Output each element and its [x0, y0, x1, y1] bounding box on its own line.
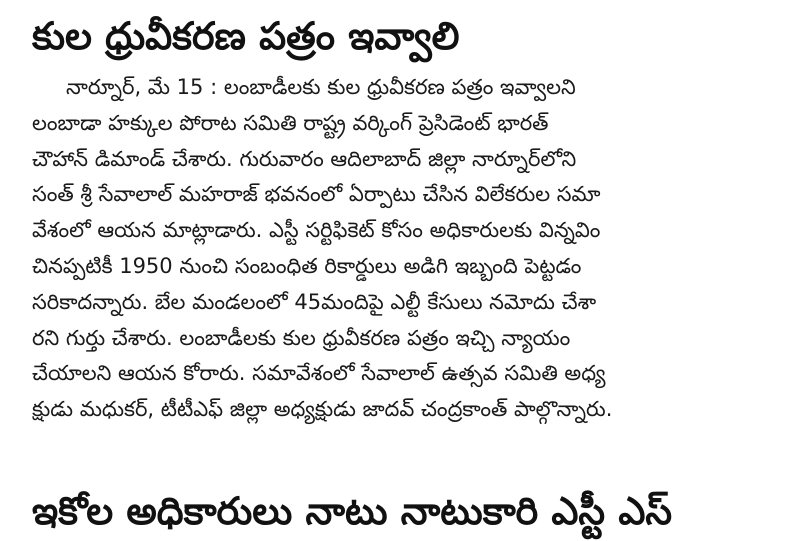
article-line: చౌహాన్ డిమాండ్ చేశారు. గురువారం ఆదిలాబాద్ జిల్లా నార్నూర్‌లోని: [32, 146, 577, 171]
article-line: రని గుర్తు చేశారు. లంబాడీలకు కుల ధ్రువీకరణ పత్రం ఇచ్చి న్యాయం: [32, 325, 571, 350]
article-line: లంబాడా హక్కుల పోరాట సమితి రాష్ట్ర వర్కింగ్ ప్రెసిడెంట్ భారత్: [32, 110, 549, 135]
next-article-headline-partial: ఇకోల అధికారులు నాటు నాటుకారి ఎస్టీ ఎస్: [32, 489, 673, 533]
article-headline: కుల ధ్రువీకరణ పత్రం ఇవ్వాలి: [32, 14, 460, 58]
article-line: క్షుడు మధుకర్, టీటీఎఫ్ జిల్లా అధ్యక్షుడు జాదవ్ చంద్రకాంత్ పాల్గొన్నారు.: [32, 397, 613, 422]
article-line: చేయాలని ఆయన కోరారు. సమావేశంలో సేవాలాల్ ఉత్సవ సమితి అధ్య: [32, 361, 606, 386]
article-line: చినప్పటికీ 1950 నుంచి సంబంధిత రికార్డులు అడిగి ఇబ్బంది పెట్టడం: [32, 253, 582, 278]
article-line: వేశంలో ఆయన మాట్లాడారు. ఎస్టీ సర్టిఫికెట్ కోసం అధికారులకు విన్నవిం: [32, 218, 601, 243]
article-body: [32, 70, 768, 428]
article-line: సంత్ శ్రీ సేవాలాల్ మహరాజ్ భవనంలో ఏర్పాటు చేసిన విలేకరుల సమా: [32, 182, 601, 207]
article-line: సరికాదన్నారు. బేల మండలంలో 45మందిపై ఎల్టీ కేసులు నమోదు చేశా: [32, 289, 597, 314]
article-line: నార్నూర్, మే 15 : లంబాడీలకు కుల ధ్రువీకరణ పత్రం ఇవ్వాలని: [66, 75, 576, 99]
